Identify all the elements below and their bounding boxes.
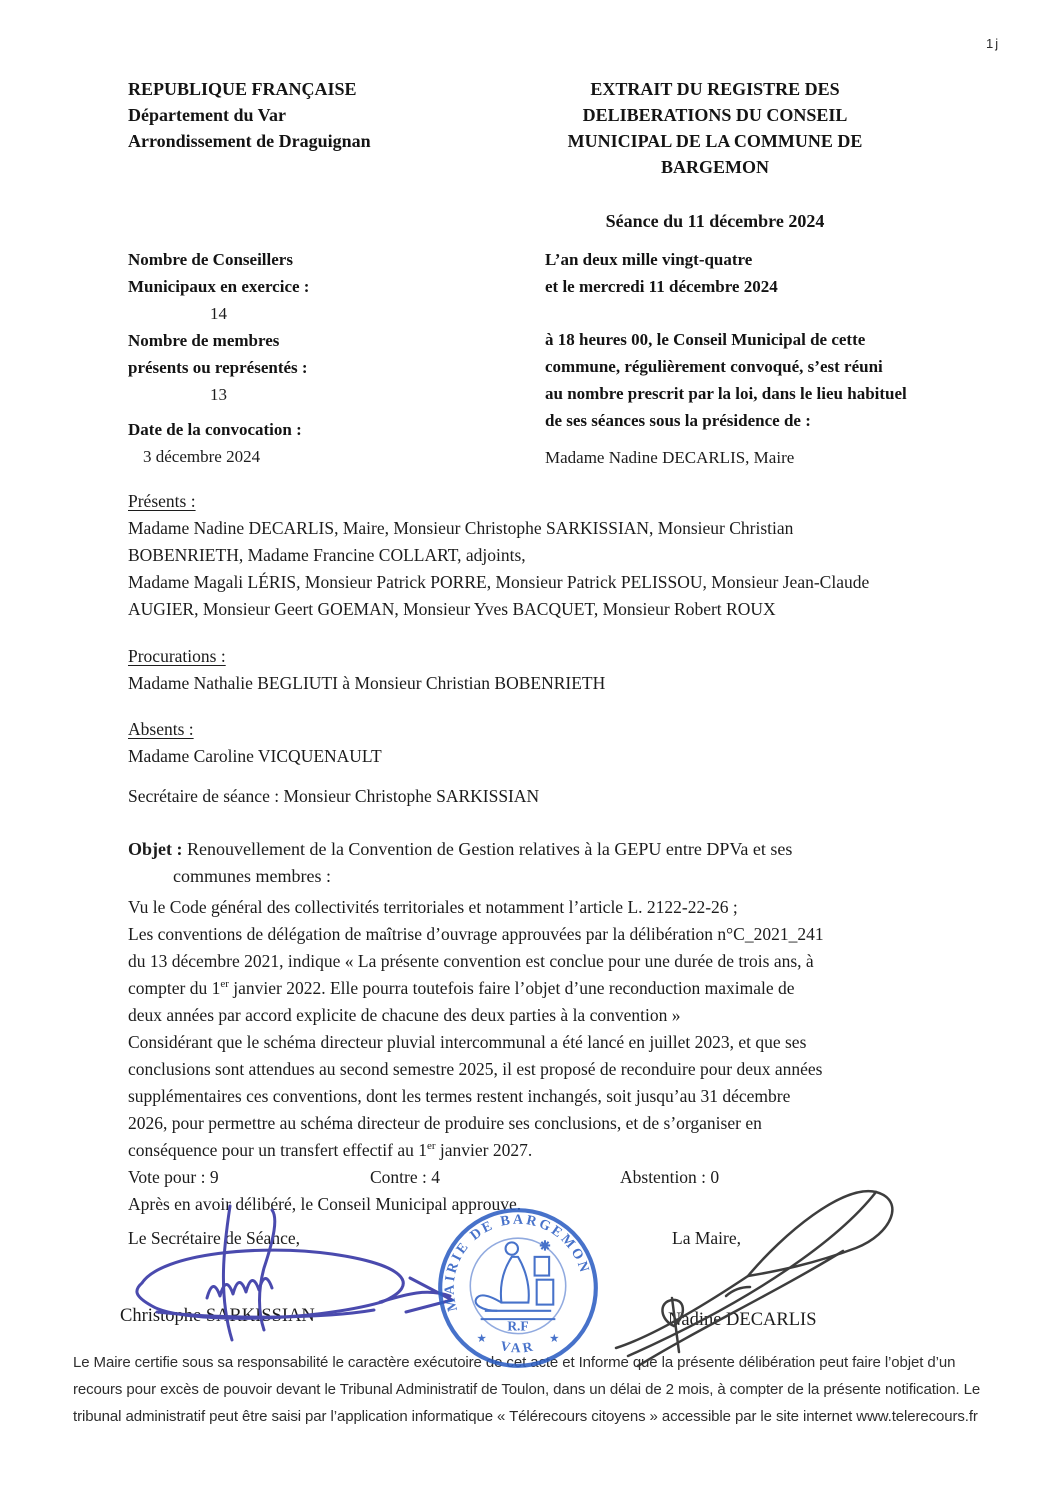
procurations-heading: Procurations :	[128, 646, 226, 666]
stamp-rf-text: R.F	[507, 1318, 529, 1334]
document-body	[128, 488, 970, 1218]
body-line: conséquence pour un transfert effectif au 1er janvier 2027.	[128, 1140, 533, 1160]
council-info-column	[128, 246, 418, 470]
counsellors-label: Municipaux en exercice :	[128, 277, 310, 296]
svg-text:VAR	[499, 1338, 537, 1355]
absents-heading: Absents :	[128, 719, 194, 739]
body-line: Considérant que le schéma directeur pluvial intercommunal a été lancé en juillet 2023, et que ses	[128, 1032, 807, 1052]
conclusion-line: Après en avoir délibéré, le Conseil Municipal approuve.	[128, 1194, 522, 1214]
procurations-line: Madame Nathalie BEGLIUTI à Monsieur Christian BOBENRIETH	[128, 673, 606, 693]
body-line: Les conventions de délégation de maîtrise d’ouvrage approuvées par la délibération n°C_2021_241	[128, 924, 824, 944]
absents-line: Madame Caroline VICQUENAULT	[128, 746, 382, 766]
presents-section	[128, 488, 970, 623]
body-line: compter du 1er janvier 2022. Elle pourra toutefois faire l’objet d’une reconduction maximale de	[128, 978, 795, 998]
body-line: supplémentaires ces conventions, dont les termes restent inchangés, soit jusqu’au 31 décembre	[128, 1086, 791, 1106]
body-line: Vu le Code général des collectivités territoriales et notamment l’article L. 2122-22-26 ;	[128, 897, 738, 917]
meeting-line: au nombre prescrit par la loi, dans le lieu habituel	[545, 384, 907, 403]
secretary-signature-ink	[112, 1198, 457, 1348]
convocation-label: Date de la convocation :	[128, 420, 302, 439]
objet-label: Objet :	[128, 839, 183, 859]
counsellors-count: 14	[210, 304, 227, 323]
objet-text: communes membres :	[173, 866, 331, 886]
body-line: du 13 décembre 2021, indique « La présente convention est conclue pour une durée de trois ans, à	[128, 951, 814, 971]
title-line: EXTRAIT DU REGISTRE DES	[590, 79, 840, 99]
scan-corner-artifact: 1j	[986, 36, 1001, 51]
meeting-line: commune, régulièrement convoqué, s’est réuni	[545, 357, 883, 376]
footer-line: Le Maire certifie sous sa responsabilité le caractère exécutoire de cet acte et Informe que la présente délibération peut faire l’objet d’un	[73, 1354, 956, 1371]
title-line: BARGEMON	[661, 157, 769, 177]
mayor-signature-title: La Maire,	[672, 1228, 741, 1248]
stamp-star-left: ★	[476, 1332, 487, 1345]
presents-line: Madame Magali LÉRIS, Monsieur Patrick PORRE, Monsieur Patrick PELISSOU, Monsieur Jean-Claude	[128, 572, 870, 592]
departement-line: Département du Var	[128, 105, 286, 125]
meeting-line: de ses séances sous la présidence de :	[545, 411, 811, 430]
counsellors-label: Nombre de Conseillers	[128, 250, 293, 269]
mayor-signature-name: Nadine DECARLIS	[668, 1310, 817, 1330]
body-line: 2026, pour permettre au schéma directeur de produire ses conclusions, et de s’organiser en	[128, 1113, 762, 1133]
vote-contre: Contre : 4	[370, 1167, 440, 1187]
footer-line: recours pour excès de pouvoir devant le Tribunal Administratif de Toulon, dans un délai de 2 mois, à compter de la présente notification. Le	[73, 1381, 981, 1398]
stamp-figure-head	[506, 1242, 518, 1254]
objet-section	[128, 836, 970, 890]
secretary-signature-title: Le Secrétaire de Séance,	[128, 1228, 300, 1248]
session-date: Séance du 11 décembre 2024	[605, 211, 825, 231]
mayor-signature-ink	[608, 1176, 908, 1374]
stamp-star-right: ★	[549, 1332, 560, 1345]
title-line: MUNICIPAL DE LA COMMUNE DE	[567, 131, 863, 151]
document-title-block	[520, 76, 910, 234]
members-label: présents ou représentés :	[128, 358, 308, 377]
absents-section	[128, 716, 970, 770]
session-day-line: et le mercredi 11 décembre 2024	[545, 277, 778, 296]
vote-pour: Vote pour : 9	[128, 1167, 219, 1187]
arrondissement-line: Arrondissement de Draguignan	[128, 131, 371, 151]
letterhead-left	[128, 76, 371, 154]
members-label: Nombre de membres	[128, 331, 280, 350]
session-year-line: L’an deux mille vingt-quatre	[545, 250, 753, 269]
mairie-bargemon-stamp	[435, 1203, 601, 1373]
session-intro-column	[545, 246, 985, 471]
secretary-line: Secrétaire de séance : Monsieur Christophe SARKISSIAN	[128, 786, 540, 806]
body-line: deux années par accord explicite de chacune des deux parties à la convention »	[128, 1005, 681, 1025]
stamp-var-text: VAR	[499, 1338, 537, 1356]
title-line: DELIBERATIONS DU CONSEIL	[582, 105, 848, 125]
body-line: conclusions sont attendues au second semestre 2025, il est proposé de reconduire pour deux années	[128, 1059, 823, 1079]
secretary-signature-name: Christophe SARKISSIAN	[120, 1306, 315, 1326]
members-count: 13	[210, 385, 227, 404]
vote-abstention: Abstention : 0	[620, 1167, 720, 1187]
presents-heading: Présents :	[128, 491, 196, 511]
republique-line: REPUBLIQUE FRANÇAISE	[128, 79, 357, 99]
stamp-ring-text: MAIRIE DE BARGEMON	[442, 1212, 592, 1313]
convocation-date: 3 décembre 2024	[143, 447, 261, 466]
procurations-section	[128, 643, 970, 697]
presents-line: Madame Nadine DECARLIS, Maire, Monsieur Christophe SARKISSIAN, Monsieur Christian	[128, 518, 794, 538]
presents-line: BOBENRIETH, Madame Francine COLLART, adjoints,	[128, 545, 526, 565]
presents-line: AUGIER, Monsieur Geert GOEMAN, Monsieur Yves BACQUET, Monsieur Robert ROUX	[128, 599, 776, 619]
footer-line: tribunal administratif peut être saisi par l’application informatique « Télérecours citoyens » accessible par le site internet www.telerecours.fr	[73, 1408, 978, 1425]
objet-text: Renouvellement de la Convention de Gestion relatives à la GEPU entre DPVa et ses	[186, 839, 793, 859]
meeting-line: à 18 heures 00, le Conseil Municipal de cette	[545, 330, 866, 349]
president-name: Madame Nadine DECARLIS, Maire	[545, 448, 795, 467]
deliberation-text	[128, 894, 970, 1164]
